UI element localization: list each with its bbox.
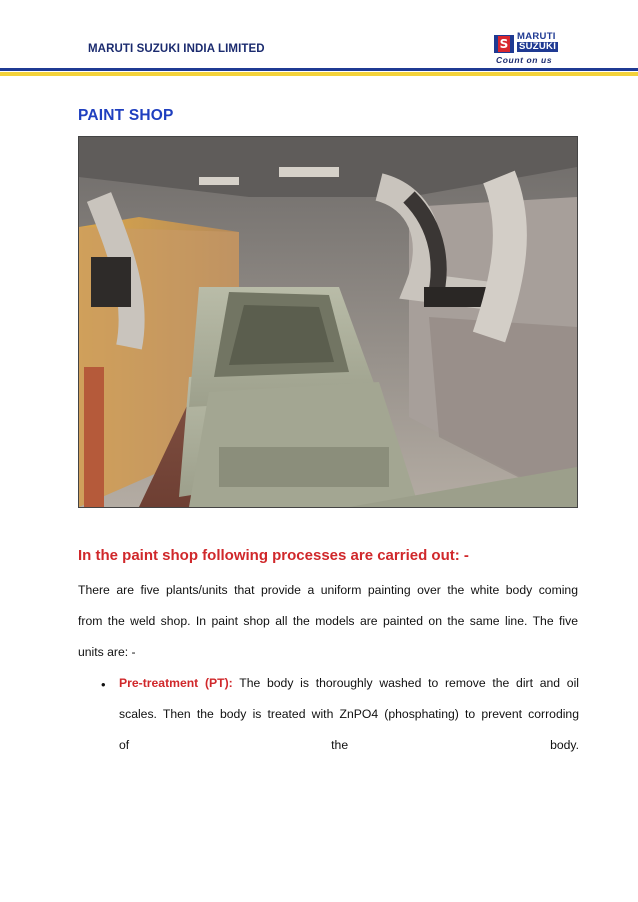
intro-line-3: units are: -: [78, 645, 136, 659]
list-item-text-1: The body is thoroughly washed to remove the dirt and oil: [232, 676, 579, 690]
logo-brand-suzuki: SUZUKI: [519, 41, 557, 52]
intro-line-2: from the weld shop. In paint shop all the models are painted on the same line. The five: [78, 614, 578, 628]
list-item-pretreatment-line-1: [119, 668, 579, 699]
header-rule-blue: [0, 68, 638, 71]
paint-shop-photo: [78, 136, 578, 508]
logo-brand-maruti: MARUTI: [517, 31, 556, 42]
logo-badge-letter: S: [499, 37, 509, 51]
logo-tagline: Count on us: [496, 55, 553, 65]
list-item-pretreatment-line-3: of the body.: [119, 738, 579, 752]
bullet-icon: •: [101, 677, 106, 692]
maruti-suzuki-logo: [494, 32, 576, 66]
company-name: MARUTI SUZUKI INDIA LIMITED: [88, 43, 265, 55]
page-header: [0, 0, 638, 80]
list-item-pretreatment-line-2: scales. Then the body is treated with ZnPO4 (phosphating) to prevent corroding: [119, 707, 579, 721]
list-item-label: Pre-treatment (PT):: [119, 676, 233, 690]
intro-line-1: There are five plants/units that provide a uniform painting over the white body coming: [78, 583, 578, 597]
suzuki-badge-icon: [494, 35, 514, 53]
header-rule-yellow: [0, 72, 638, 76]
section-heading: In the paint shop following processes are carried out: -: [78, 547, 469, 564]
page-title: PAINT SHOP: [78, 107, 174, 124]
